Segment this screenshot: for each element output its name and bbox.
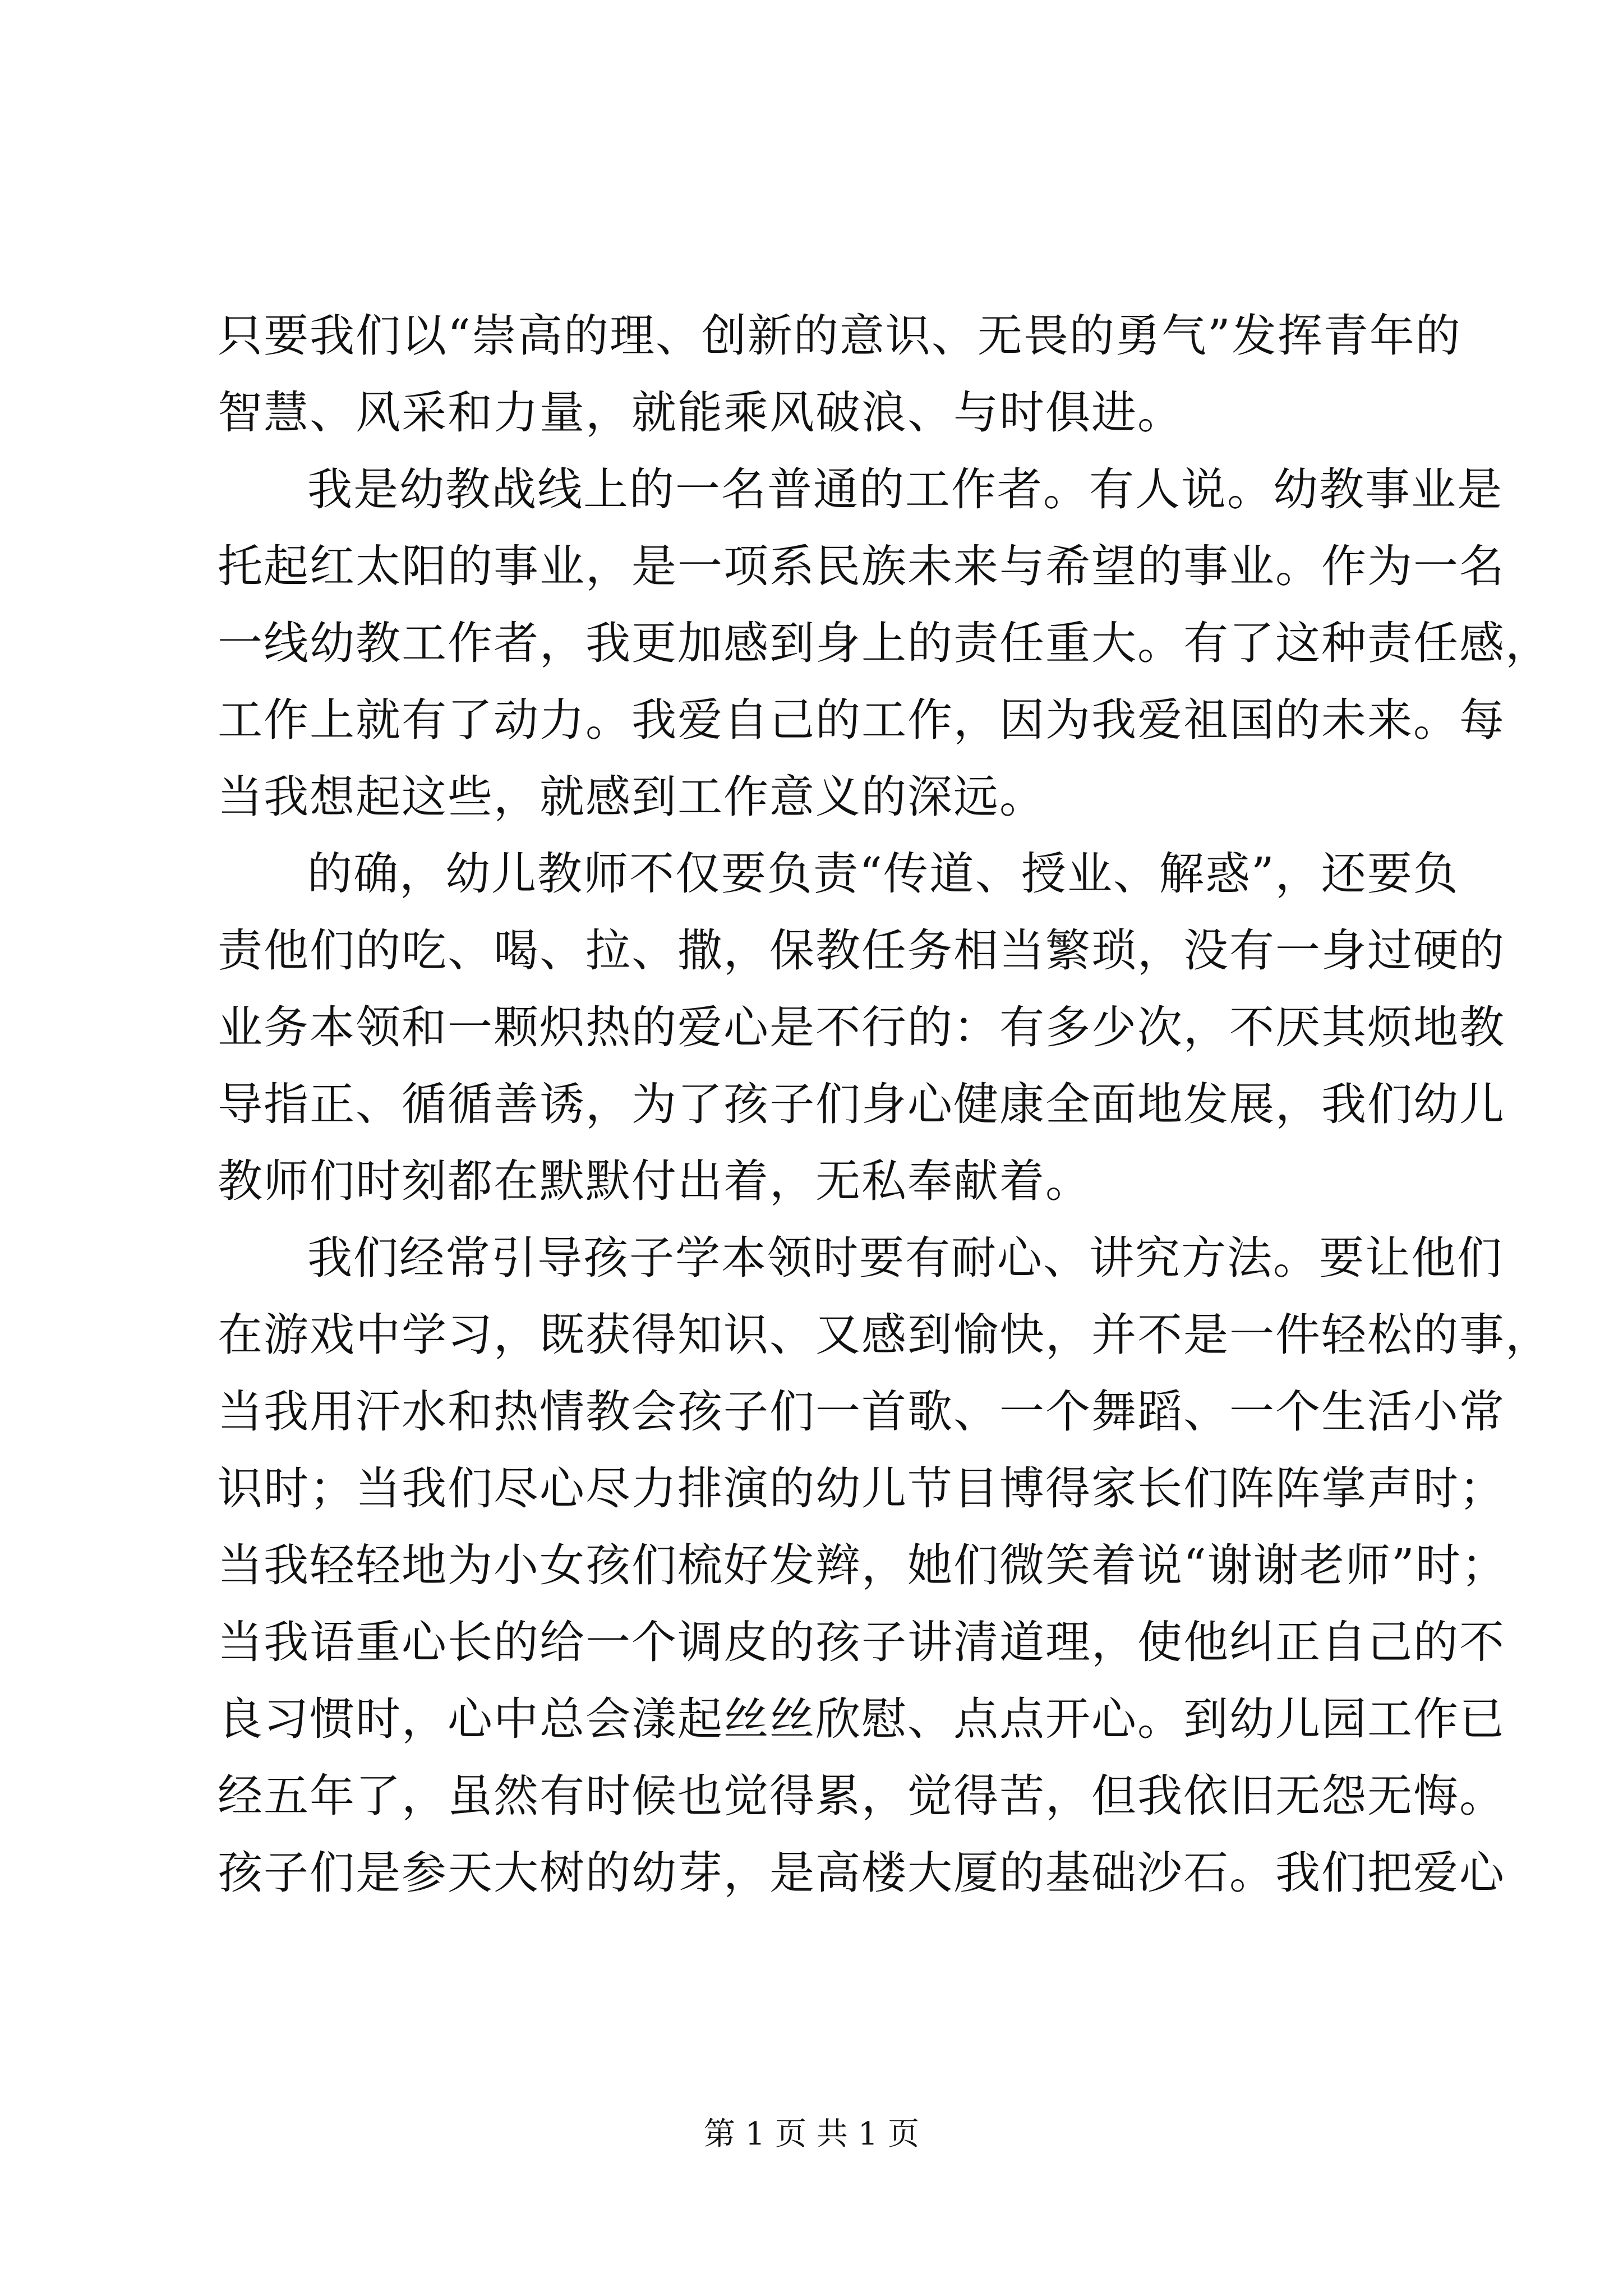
text-line: 经五年了，虽然有时候也觉得累，觉得苦，但我依旧无怨无悔。: [218, 1770, 1505, 1822]
text-line: 当我语重心长的给一个调皮的孩子讲清道理，使他纠正自己的不: [218, 1616, 1505, 1668]
text-line: 当我轻轻地为小女孩们梳好发辫，她们微笑着说“谢谢老师”时；: [218, 1539, 1507, 1591]
text-line: 只要我们以“崇高的理、创新的意识、无畏的勇气”发挥青年的: [218, 310, 1461, 362]
text-line: 导指正、循循善诱，为了孩子们身心健康全面地发展，我们幼儿: [218, 1078, 1505, 1130]
text-line: 工作上就有了动力。我爱自己的工作，因为我爱祖国的未来。每: [218, 694, 1505, 746]
text-line: 的确，幼儿教师不仅要负责“传道、授业、解惑”，还要负: [307, 848, 1459, 900]
text-line: 业务本领和一颗炽热的爱心是不行的：有多少次，不厌其烦地教: [218, 1001, 1505, 1053]
document-body: [218, 297, 1551, 1911]
page-footer: 第 1 页 共 1 页: [703, 2116, 920, 2152]
text-line: 我是幼教战线上的一名普通的工作者。有人说。幼教事业是: [307, 463, 1503, 516]
text-line: 智慧、风采和力量，就能乘风破浪、与时俱进。: [218, 386, 1183, 439]
text-line: 当我用汗水和热情教会孩子们一首歌、一个舞蹈、一个生活小常: [218, 1386, 1505, 1438]
text-line: 当我想起这些，就感到工作意义的深远。: [218, 771, 1045, 823]
text-line: 我们经常引导孩子学本领时要有耐心、讲究方法。要让他们: [307, 1232, 1503, 1284]
text-line: 在游戏中学习，既获得知识、又感到愉快，并不是一件轻松的事，: [218, 1309, 1551, 1361]
text-line: 责他们的吃、喝、拉、撒，保教任务相当繁琐，没有一身过硬的: [218, 924, 1505, 977]
text-line: 孩子们是参天大树的幼芽，是高楼大厦的基础沙石。我们把爱心: [218, 1847, 1505, 1899]
text-line: 一线幼教工作者，我更加感到身上的责任重大。有了这种责任感，: [218, 617, 1551, 669]
text-line: 教师们时刻都在默默付出着，无私奉献着。: [218, 1155, 1091, 1207]
text-line: 良习惯时，心中总会漾起丝丝欣慰、点点开心。到幼儿园工作已: [218, 1693, 1505, 1745]
text-line: 识时；当我们尽心尽力排演的幼儿节目博得家长们阵阵掌声时；: [218, 1462, 1505, 1515]
text-line: 托起红太阳的事业，是一项系民族未来与希望的事业。作为一名: [218, 540, 1505, 592]
